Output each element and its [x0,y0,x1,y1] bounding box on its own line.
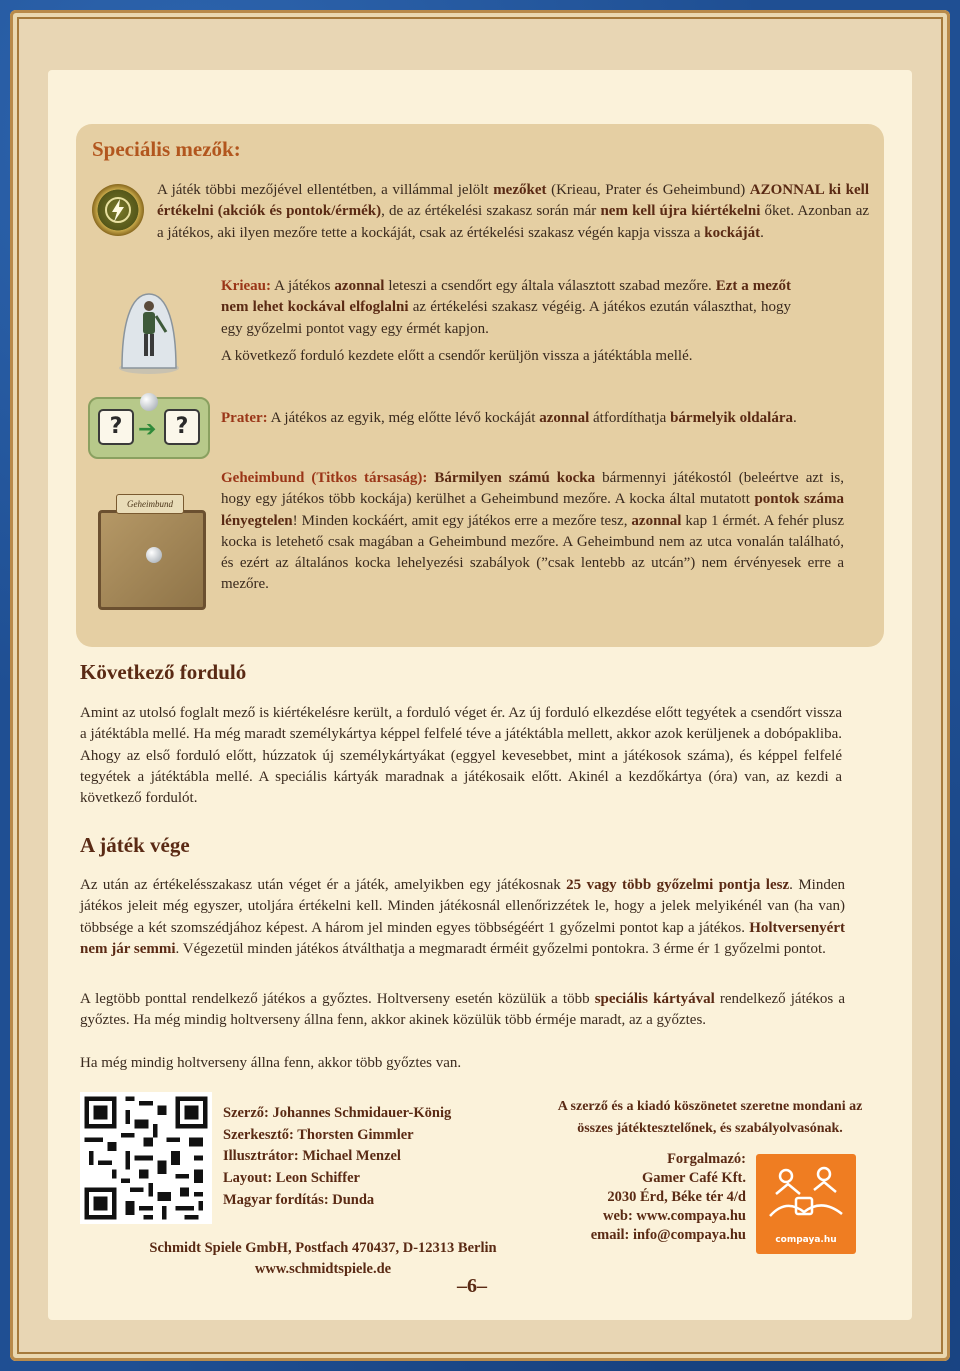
coin-icon [140,393,158,411]
distributor-web[interactable]: web: www.compaya.hu [603,1208,746,1224]
geheimbund-field-icon [94,494,204,606]
credit-translation: Magyar fordítás: Dunda [223,1191,375,1208]
emphasis-text: azonnal [539,410,590,426]
next-round-heading: Következő forduló [80,660,247,684]
compaya-logo-label: compaya.hu [775,1235,837,1245]
text-run: , de az értékelési szakasz során már [381,203,601,220]
emphasis-text: speciális kártyával [594,991,715,1007]
emphasis-text: azonnal [631,512,682,529]
end-game-heading: A játék vége [80,833,190,857]
publisher-info [128,1238,518,1280]
text-run: A játékos [271,278,335,294]
compaya-logo [756,1154,856,1254]
text-run: az értékelési szakasz végéig. A játékos ezután választhat, hogy egy győzelmi pontot vagy egy érmét kapjon. [221,299,791,337]
bolt-shape [105,195,131,225]
credits-list [223,1103,451,1212]
field-name-label: Geheimbund (Titkos társaság): [221,470,428,486]
emphasis-text: pontok száma lényegtelen [221,491,844,529]
text-run: átfordíthatja [589,410,671,426]
krieau-return-text: A következő forduló kezdete előtt a csendőr kerüljön vissza a játéktábla mellé. [221,348,693,364]
krieau-text [221,276,791,340]
emphasis-text: mezőket [493,182,547,198]
emphasis-text: AZONNAL ki kell értékelni (akciók és pontok/érmék) [157,182,869,220]
geheimbund-banner: Geheimbund [116,494,184,514]
end-game-text-2 [80,989,845,1032]
distributor-name: Gamer Café Kft. [641,1170,746,1186]
emphasis-text: bármelyik oldalára [670,410,793,426]
emphasis-text: azonnal [334,278,385,294]
emphasis-text: Bármilyen számú kocka [434,470,596,486]
distributor-address: 2030 Érd, Béke tér 4/d [607,1189,746,1205]
credit-author: Szerző: Johannes Schmidauer-König [223,1105,452,1121]
special-intro-text [157,180,869,244]
publisher-website[interactable]: www.schmidtspiele.de [254,1261,392,1277]
end-game-text-3: Ha még mindig holtverseny állna fenn, akkor több győztes van. [80,1055,462,1071]
text-run: rendelkező játékos a győztes. Ha még mindig holtverseny állna fenn, akkor akinek közülük több érméje maradt, az a győztes. [80,991,845,1029]
emphasis-text: Holtversenyért nem jár semmi [80,919,845,957]
thanks-text: A szerző és a kiadó köszönetet szeretne mondani az összes játéktesztelőnek, és szabályolvasónak. [557,1099,863,1136]
geheimbund-board [98,510,206,610]
qr-code[interactable] [80,1092,212,1224]
text-run: . Végezetül minden játékos átválthatja a megmaradt érméit győzelmi pontokra. 3 érme ér 1 győzelmi pontot. [175,940,826,957]
prater-flip-icon [88,397,210,459]
arrow-right-icon: ➔ [138,417,157,442]
text-run: . [760,224,764,241]
die-question-icon: ? [98,409,134,445]
credit-editor: Szerkesztő: Thorsten Gimmler [223,1126,414,1143]
text-run: Az után az értékelésszakasz után véget ér a játék, amelyikben egy játékosnak [80,877,567,893]
text-run: kap 1 érmét. A fehér plusz kocka is letehető csak magában a Geheimbund mezőre. A Geheimbund nem az utca vonalán található, és ezért az általános kocka lehelyezési szabályok (”csak lentebb az utcán”) nem érvényesek erre a mezőre. [221,512,844,593]
text-run: (Krieau, Prater és Geheimbund) [546,182,750,198]
next-round-text: Amint az utolsó foglalt mező is kiértékelésre került, a forduló véget ér. Az új forduló elkezdése előtt tegyétek a csendőrt vissza a játéktábla mellé. Ha még maradt személykártya képpel felfelé téve a játéktábla mellett, akkor azok kerüljenek a dobópakliba. Ahogy az első forduló előtt, húzzatok új személykártyákat (eggyel kevesebbet, mint a játékosok száma), és képpel felfelé tegyétek a játéktábla mellé. A speciális kártyák maradnak a játékosaik előtt. Akinél a kezdőkártya (óra) van, az kezdi a következő fordulót. [80,705,842,807]
coin-icon [146,547,162,563]
text-run: . [792,410,797,426]
field-name-label: Prater: [221,410,268,426]
text-run: . Minden játékos jeleit még egyszer, utoljára értékelni kell. Minden játékosnál ellenőrizzétek le, hogy a jelek melyikénél van (ha van) többsége a két szomszédjához képest. A három jel minden egyes többségéért 1 győzelmi pontot kap a játékos. [80,877,845,936]
geheimbund-text [221,468,844,596]
credit-illustrator: Illusztrátor: Michael Menzel [223,1148,401,1165]
distributor-email[interactable]: email: info@compaya.hu [590,1227,746,1243]
compaya-logo-figures [756,1154,856,1234]
text-run: bármennyi játékostól (beleértve azt is, hogy egy játékos több kockája) kerülhet a Geheimbund mezőre. A kocka által mutatott [221,470,844,508]
credit-layout: Layout: Leon Schiffer [223,1170,360,1187]
die-question-icon: ? [164,409,200,445]
prater-text [221,408,844,429]
text-run: A legtöbb ponttal rendelkező játékos a győztes. Holtverseny esetén közülük a több [80,991,595,1007]
emphasis-text: 25 vagy több győzelmi pontja lesz [566,877,790,893]
text-run: A játék többi mezőjével ellentétben, a villámmal jelölt [157,182,494,198]
field-name-label: Krieau: [221,278,271,294]
publisher-address: Schmidt Spiele GmbH, Postfach 470437, D-12313 Berlin [149,1240,497,1256]
text-run: őket. Azonban az a játékos, aki ilyen mezőre tette a kockáját, csak az értékelési szakasz végén kapja vissza a [157,203,870,241]
text-run: ! Minden kockáért, amit egy játékos erre a mezőre tesz, [292,512,632,529]
end-game-text-1 [80,875,845,960]
emphasis-text: kockáját [704,224,761,241]
emphasis-text: Ezt a mezőt nem lehet kockával elfoglalni [221,278,792,316]
distributor-label: Forgalmazó: [667,1151,746,1167]
gendarme-figure-icon [116,286,182,374]
emphasis-text: nem kell újra kiértékelni [600,203,761,220]
page-number: –6– [457,1275,487,1297]
text-run: A játékos az egyik, még előtte lévő kockáját [267,410,540,426]
distributor-info [591,1150,746,1245]
special-fields-heading: Speciális mezők: [92,137,241,161]
lightning-bolt-icon [92,184,144,236]
text-run: leteszi a csendőrt egy általa választott szabad mezőre. [384,278,716,294]
